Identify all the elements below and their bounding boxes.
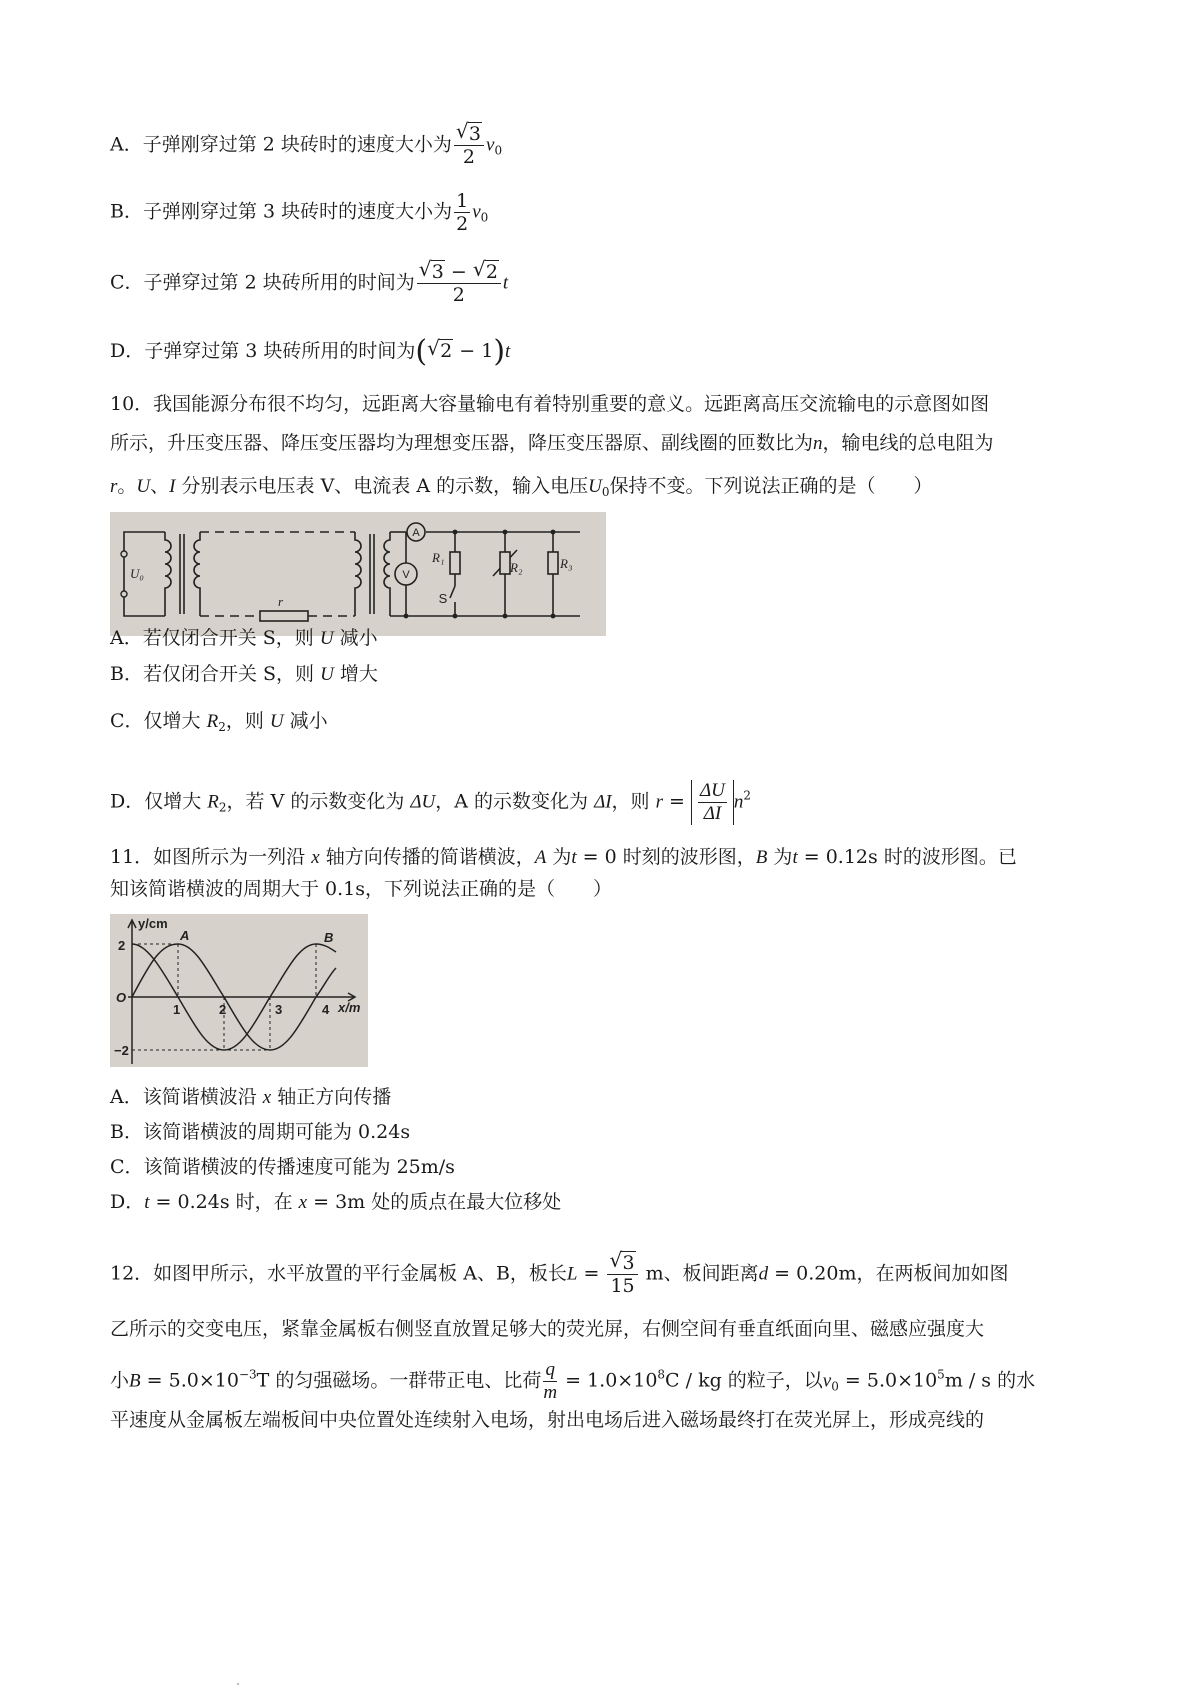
- r2-label: R₂: [510, 560, 523, 575]
- x-axis-label: x/m: [338, 1000, 361, 1015]
- q10-option-c: C．仅增大 $R_2$，则 U 减小: [110, 710, 328, 734]
- q12-stem-line2: 乙所示的交变电压，紧靠金属板右侧竖直放置足够大的荧光屏，右侧空间有垂直纸面向里、磁感应强度大: [110, 1318, 985, 1340]
- q11-option-d: D．t = 0.24s 时，在 x = 3m 处的质点在最大位移处: [110, 1191, 562, 1213]
- q9-option-c: C．子弹穿过第 2 块砖所用的时间为 √ $\frac{3 - √ 2}{2}$ t: [110, 261, 508, 306]
- ammeter-label: A: [412, 527, 420, 539]
- q11-stem-line1: 11．如图所示为一列沿 x 轴方向传播的简谐横波，A 为t = 0 时刻的波形图，B 为t = 0.12s 时的波形图。已: [110, 846, 1017, 868]
- fraction: $\frac{q}{m}$: [543, 1359, 558, 1403]
- circuit-svg: [110, 512, 606, 636]
- q12-stem-line3: 小$B = 5.0\times 10^{-3}T$ 的匀强磁场。一群带正电、比荷 $\frac{q}{m}$ = $1.0\times 10^8C$ / kg 的粒子，以$v_0 = 5.0\times 10^5m / s$ 的水: [110, 1359, 1036, 1403]
- fraction: √ $\frac{3 - √ 2}{2}$: [417, 261, 501, 306]
- q10-stem-line2: 所示，升压变压器、降压变压器均为理想变压器，降压变压器原、副线圈的匝数比为n，输电线的总电阻为: [110, 432, 994, 454]
- r3-label: R₃: [560, 556, 573, 571]
- voltmeter-label: V: [402, 569, 410, 581]
- q9-option-b: B．子弹刚穿过第 3 块砖时的速度大小为 $\frac{1}{2}$ $v_0$: [110, 190, 489, 235]
- x-tick-1: 1: [173, 1002, 181, 1017]
- u0-label: U₀: [130, 566, 144, 581]
- q11-stem-line2: 知该简谐横波的周期大于 0.1s，下列说法正确的是（ ）: [110, 878, 613, 900]
- circuit-diagram: [110, 512, 606, 636]
- absolute-value: $\frac{\Delta U}{\Delta I}$: [691, 780, 734, 825]
- y-min-label: −2: [114, 1043, 129, 1058]
- q12-stem-line4: 平速度从金属板左端板间中央位置处连续射入电场，射出电场后进入磁场最终打在荧光屏上，形成亮线的: [110, 1409, 985, 1431]
- fraction: √ $\frac{3}{2}$: [454, 123, 484, 168]
- y-max-label: 2: [118, 938, 126, 953]
- q11-option-b: B．该简谐横波的周期可能为 0.24s: [110, 1121, 411, 1143]
- q10-option-b: B．若仅闭合开关 S，则 U 增大: [110, 663, 378, 685]
- q10-option-d: D．仅增大 $R_2$，若 V 的示数变化为 ΔU，A 的示数变化为 ΔI，则 r = $\frac{\Delta U}{\Delta I}$ $n^2$: [110, 780, 752, 824]
- curve-a-label: A: [180, 928, 190, 943]
- q10-option-a: A．若仅闭合开关 S，则 U 减小: [110, 627, 378, 649]
- q10-stem-line3: r。U、I 分别表示电压表 V、电流表 A 的示数，输入电压$U_0$保持不变。下列说法正确的是（ ）: [110, 475, 933, 499]
- fraction: √ $\frac{3}{15}$: [607, 1252, 637, 1297]
- page-mark: [237, 1683, 239, 1685]
- x-tick-3: 3: [275, 1002, 283, 1017]
- q11-option-a: A．该简谐横波沿 x 轴正方向传播: [110, 1086, 392, 1108]
- q9-option-a: A．子弹刚穿过第 2 块砖时的速度大小为 √ $\frac{3}{2}$ $v_0$: [110, 123, 502, 168]
- wave-svg: [110, 914, 368, 1067]
- wave-graph: [110, 914, 368, 1067]
- x-tick-4: 4: [322, 1002, 330, 1017]
- r1-label: R₁: [432, 550, 445, 565]
- origin-label: O: [116, 990, 127, 1005]
- switch-label: S: [438, 591, 448, 606]
- q10-stem-line1: 10．我国能源分布很不均匀，远距离大容量输电有着特别重要的意义。远距离高压交流输电的示意图如图: [110, 393, 990, 415]
- y-axis-label: y/cm: [138, 916, 168, 931]
- q12-stem-line1: 12．如图甲所示，水平放置的平行金属板 A、B，板长L = √ $\frac{3}{15}$ m、板间距离d = 0.20m，在两板间加如图: [110, 1252, 1008, 1297]
- x-tick-2: 2: [219, 1002, 227, 1017]
- r-label: r: [278, 594, 284, 609]
- q9-option-d: D．子弹穿过第 3 块砖所用的时间为(√ 2 − 1)t: [110, 338, 510, 365]
- fraction: $\frac{1}{2}$: [456, 190, 469, 235]
- q11-option-c: C．该简谐横波的传播速度可能为 25m/s: [110, 1156, 455, 1178]
- curve-b-label: B: [324, 930, 334, 945]
